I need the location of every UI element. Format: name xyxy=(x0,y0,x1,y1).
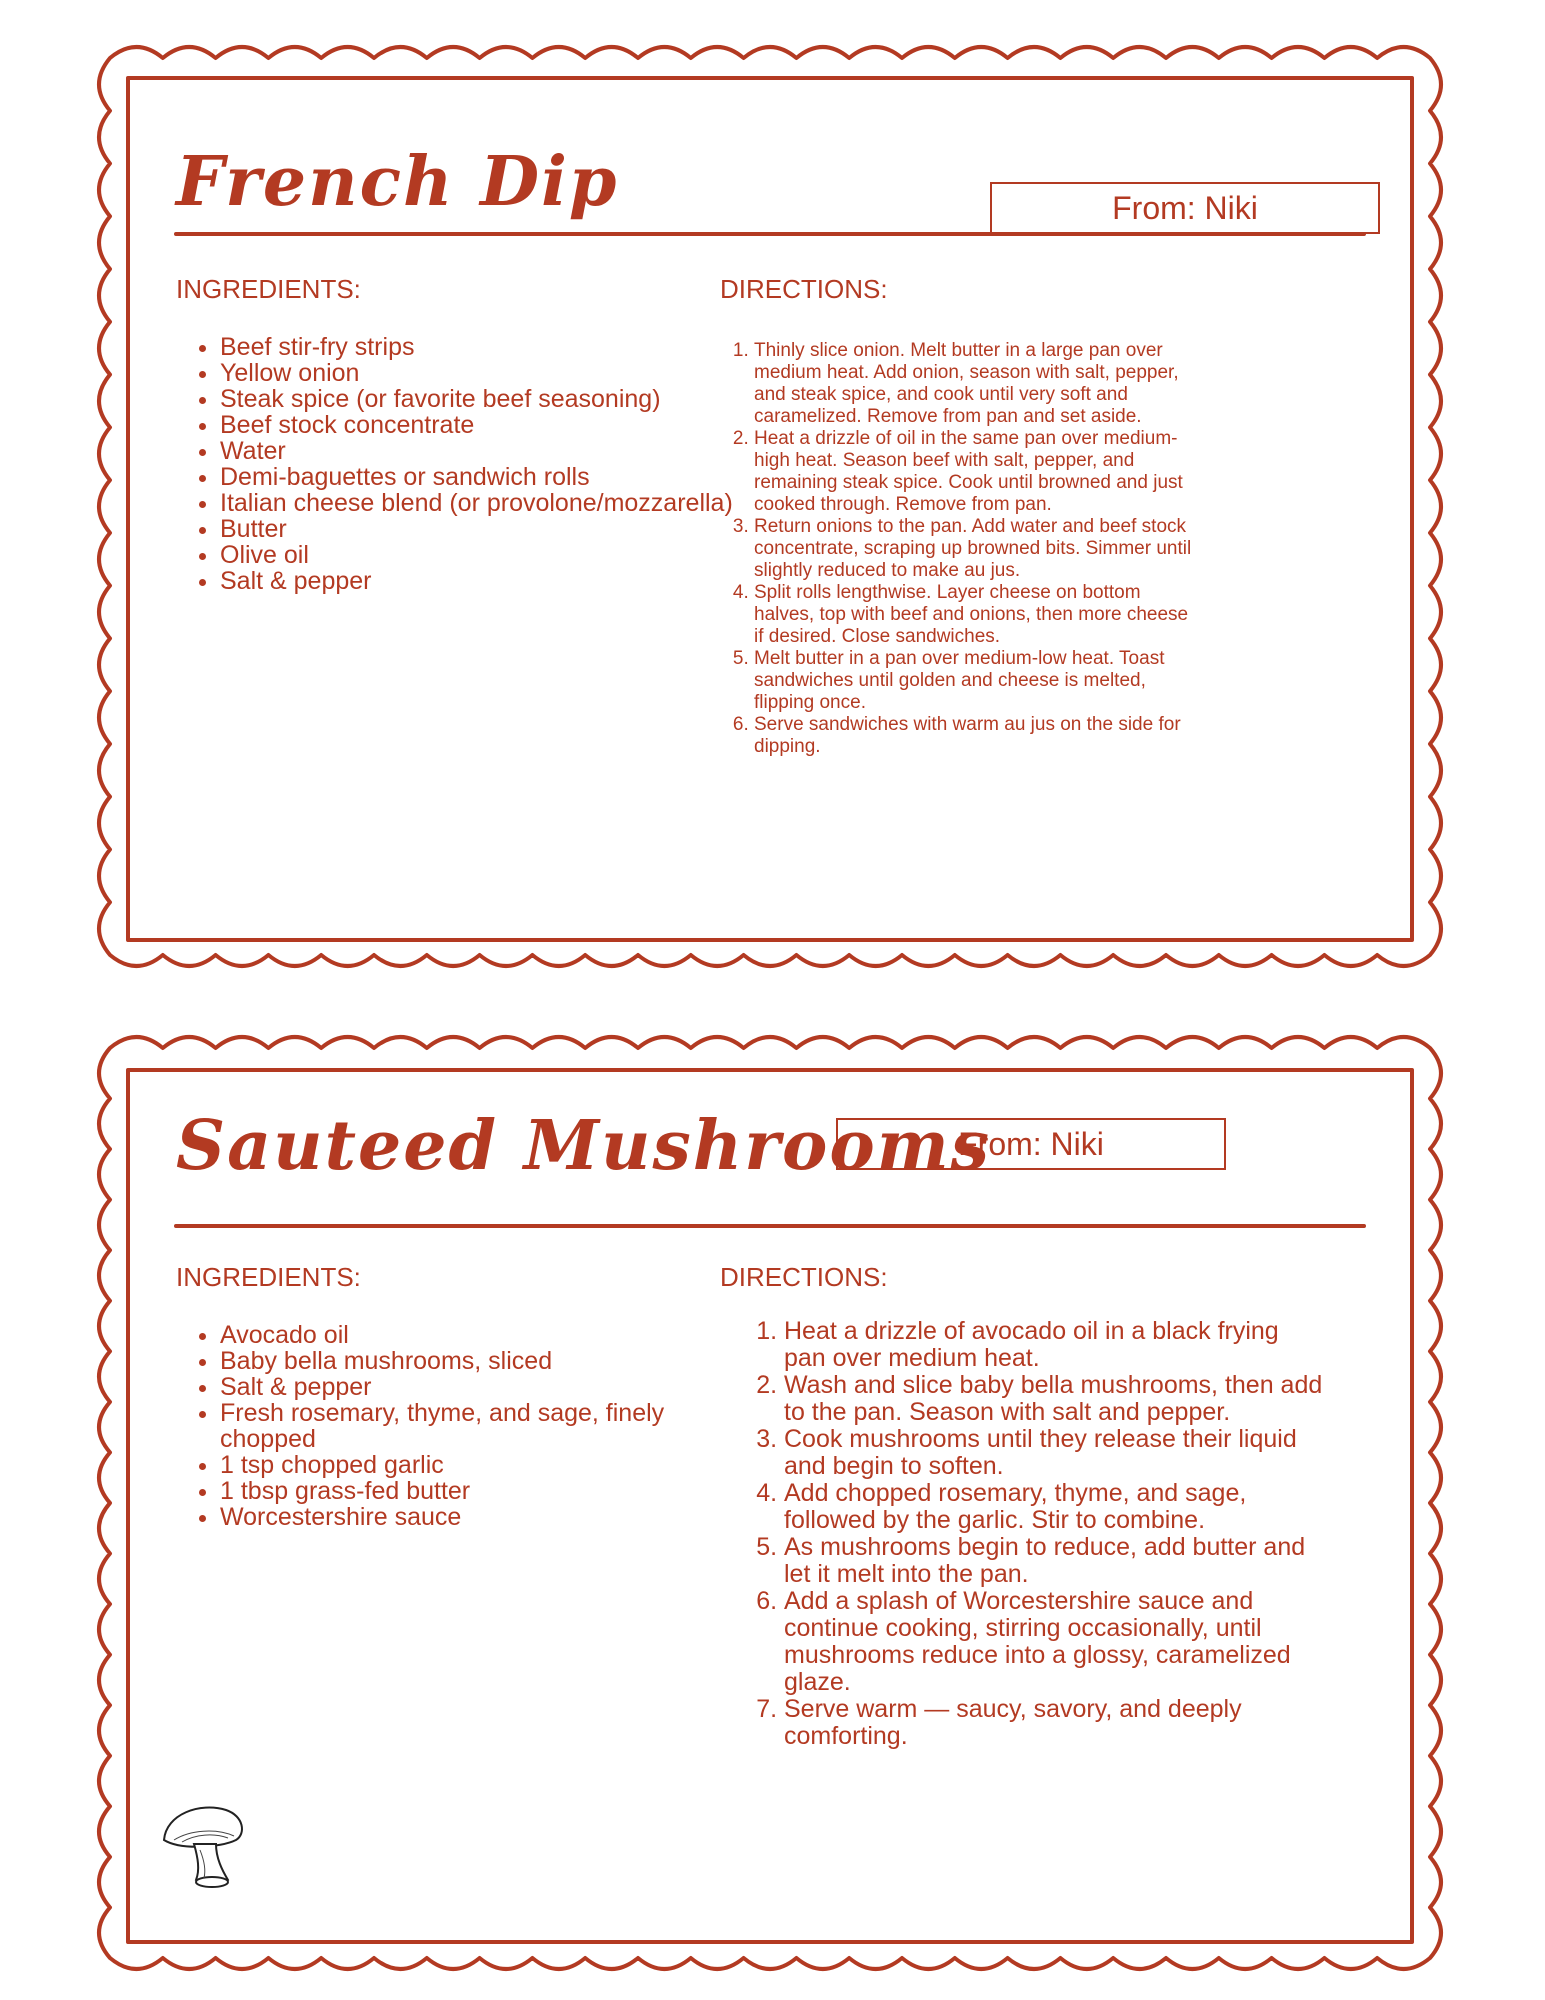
directions-list xyxy=(716,340,1194,758)
directions-heading: DIRECTIONS: xyxy=(720,274,888,304)
list-item: • Beef stock concentrate xyxy=(220,412,740,438)
list-item: • Salt & pepper xyxy=(220,1374,740,1400)
ingredients-heading: INGREDIENTS: xyxy=(176,1262,361,1292)
directions-heading: DIRECTIONS: xyxy=(720,1262,888,1292)
list-item: 5. Melt butter in a pan over medium-low heat. Toast sandwiches until golden and cheese is melted, flipping once. xyxy=(754,648,1194,714)
list-item: • Salt & pepper xyxy=(220,568,740,594)
list-item: • Fresh rosemary, thyme, and sage, finely chopped xyxy=(220,1400,740,1452)
list-item: • Steak spice (or favorite beef seasoning) xyxy=(220,386,740,412)
list-item: • Italian cheese blend (or provolone/mozzarella) xyxy=(220,490,740,516)
list-item: 5. As mushrooms begin to reduce, add butter and let it melt into the pan. xyxy=(784,1534,1324,1588)
directions-list xyxy=(746,1318,1324,1750)
list-item: 6. Add a splash of Worcestershire sauce and continue cooking, stirring occasionally, until mushrooms reduce into a glossy, caramelized glaze. xyxy=(784,1588,1324,1696)
list-item: 2. Wash and slice baby bella mushrooms, then add to the pan. Season with salt and pepper. xyxy=(784,1372,1324,1426)
mushroom-icon xyxy=(160,1800,246,1890)
list-item: • Worcestershire sauce xyxy=(220,1504,740,1530)
list-item: 3. Cook mushrooms until they release their liquid and begin to soften. xyxy=(784,1426,1324,1480)
ingredients-heading: INGREDIENTS: xyxy=(176,274,361,304)
list-item: • 1 tbsp grass-fed butter xyxy=(220,1478,740,1504)
recipe-card-french-dip xyxy=(0,0,1545,980)
list-item: 4. Split rolls lengthwise. Layer cheese on bottom halves, top with beef and onions, then more cheese if desired. Close sandwiches. xyxy=(754,582,1194,648)
list-item: • Olive oil xyxy=(220,542,740,568)
recipe-title: Sauteed Mushrooms xyxy=(176,1106,991,1186)
list-item: • Demi-baguettes or sandwich rolls xyxy=(220,464,740,490)
list-item: • Yellow onion xyxy=(220,360,740,386)
from-label: From: Niki xyxy=(990,182,1380,234)
list-item: • 1 tsp chopped garlic xyxy=(220,1452,740,1478)
list-item: 2. Heat a drizzle of oil in the same pan over medium-high heat. Season beef with salt, pepper, and remaining steak spice. Cook until browned and just cooked through. Remove from pan. xyxy=(754,428,1194,516)
list-item: 1. Heat a drizzle of avocado oil in a black frying pan over medium heat. xyxy=(784,1318,1324,1372)
list-item: • Baby bella mushrooms, sliced xyxy=(220,1348,740,1374)
list-item: 6. Serve sandwiches with warm au jus on the side for dipping. xyxy=(754,714,1194,758)
list-item: 3. Return onions to the pan. Add water and beef stock concentrate, scraping up browned bits. Simmer until slightly reduced to make au jus. xyxy=(754,516,1194,582)
ingredients-list xyxy=(176,334,740,594)
from-label: From: Niki xyxy=(836,1118,1226,1170)
list-item: 1. Thinly slice onion. Melt butter in a large pan over medium heat. Add onion, season with salt, pepper, and steak spice, and cook until very soft and caramelized. Remove from pan and set aside. xyxy=(754,340,1194,428)
list-item: • Butter xyxy=(220,516,740,542)
recipe-title: French Dip xyxy=(176,142,619,222)
ingredients-list xyxy=(176,1322,740,1530)
list-item: 4. Add chopped rosemary, thyme, and sage, followed by the garlic. Stir to combine. xyxy=(784,1480,1324,1534)
list-item: • Water xyxy=(220,438,740,464)
list-item: • Avocado oil xyxy=(220,1322,740,1348)
list-item: • Beef stir-fry strips xyxy=(220,334,740,360)
list-item: 7. Serve warm — saucy, savory, and deeply comforting. xyxy=(784,1696,1324,1750)
